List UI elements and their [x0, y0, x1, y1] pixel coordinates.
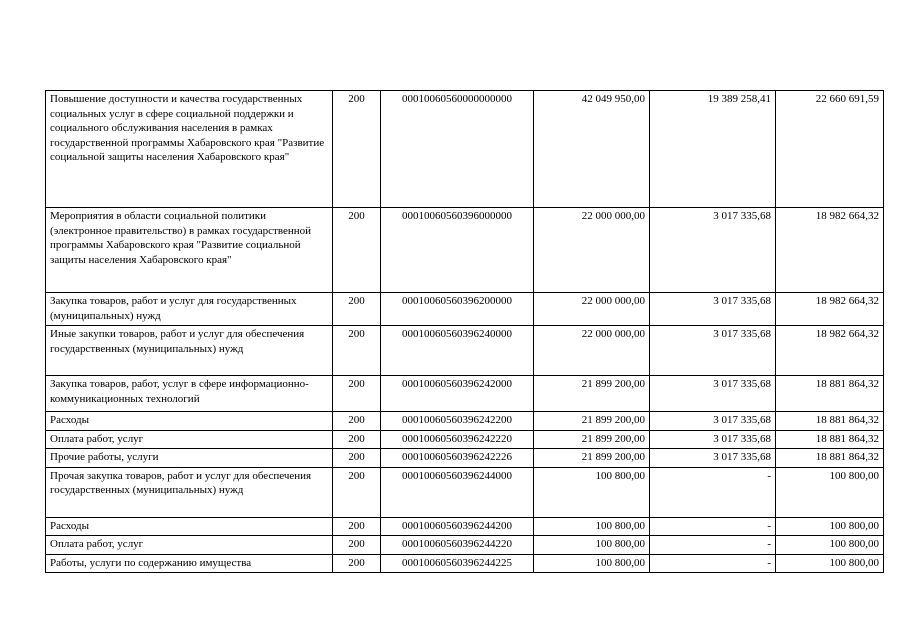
unexecuted-amount-cell: 100 800,00	[776, 536, 884, 555]
line-code-cell: 200	[333, 430, 381, 449]
executed-amount-cell: 3 017 335,68	[650, 412, 776, 431]
table-row	[46, 208, 884, 293]
classification-code-cell: 00010060560396242226	[381, 449, 534, 468]
executed-amount-cell: 3 017 335,68	[650, 326, 776, 376]
approved-amount-cell: 100 800,00	[534, 536, 650, 555]
executed-amount-cell: 3 017 335,68	[650, 449, 776, 468]
approved-amount-cell: 100 800,00	[534, 517, 650, 536]
table-row	[46, 412, 884, 431]
unexecuted-amount-cell: 18 881 864,32	[776, 412, 884, 431]
budget-table	[45, 90, 884, 573]
unexecuted-amount-cell: 18 881 864,32	[776, 430, 884, 449]
expense-name-cell: Расходы	[46, 517, 333, 536]
table-row	[46, 467, 884, 517]
table-row	[46, 376, 884, 412]
table-row	[46, 554, 884, 573]
approved-amount-cell: 21 899 200,00	[534, 449, 650, 468]
expense-name-cell: Закупка товаров, работ, услуг в сфере информационно-коммуникационных технологий	[46, 376, 333, 412]
line-code-cell: 200	[333, 467, 381, 517]
line-code-cell: 200	[333, 376, 381, 412]
classification-code-cell: 00010060560396200000	[381, 293, 534, 326]
line-code-cell: 200	[333, 554, 381, 573]
budget-table-body	[46, 91, 884, 573]
unexecuted-amount-cell: 18 982 664,32	[776, 326, 884, 376]
executed-amount-cell: -	[650, 467, 776, 517]
line-code-cell: 200	[333, 326, 381, 376]
unexecuted-amount-cell: 100 800,00	[776, 467, 884, 517]
executed-amount-cell: 3 017 335,68	[650, 208, 776, 293]
line-code-cell: 200	[333, 517, 381, 536]
expense-name-cell: Прочая закупка товаров, работ и услуг для обеспечения государственных (муниципальных) нужд	[46, 467, 333, 517]
unexecuted-amount-cell: 22 660 691,59	[776, 91, 884, 208]
expense-name-cell: Расходы	[46, 412, 333, 431]
classification-code-cell: 00010060560396244220	[381, 536, 534, 555]
expense-name-cell: Прочие работы, услуги	[46, 449, 333, 468]
expense-name-cell: Работы, услуги по содержанию имущества	[46, 554, 333, 573]
approved-amount-cell: 100 800,00	[534, 467, 650, 517]
table-row	[46, 326, 884, 376]
unexecuted-amount-cell: 18 982 664,32	[776, 208, 884, 293]
unexecuted-amount-cell: 18 881 864,32	[776, 449, 884, 468]
executed-amount-cell: 3 017 335,68	[650, 430, 776, 449]
table-row	[46, 293, 884, 326]
line-code-cell: 200	[333, 91, 381, 208]
executed-amount-cell: 3 017 335,68	[650, 293, 776, 326]
classification-code-cell: 00010060560396244200	[381, 517, 534, 536]
line-code-cell: 200	[333, 412, 381, 431]
table-row	[46, 91, 884, 208]
unexecuted-amount-cell: 100 800,00	[776, 554, 884, 573]
unexecuted-amount-cell: 18 982 664,32	[776, 293, 884, 326]
unexecuted-amount-cell: 18 881 864,32	[776, 376, 884, 412]
table-row	[46, 430, 884, 449]
expense-name-cell: Повышение доступности и качества государственных социальных услуг в сфере социальной поддержки и социального обслуживания населения в рамках государственной программы Хабаровского края "Развитие социальной защиты населения Хабаровского края"	[46, 91, 333, 208]
table-row	[46, 517, 884, 536]
line-code-cell: 200	[333, 293, 381, 326]
classification-code-cell: 00010060560396244225	[381, 554, 534, 573]
executed-amount-cell: -	[650, 554, 776, 573]
table-row	[46, 449, 884, 468]
executed-amount-cell: -	[650, 517, 776, 536]
expense-name-cell: Мероприятия в области социальной политики (электронное правительство) в рамках государственной программы Хабаровского края "Развитие социальной защиты населения Хабаровского края"	[46, 208, 333, 293]
classification-code-cell: 00010060560396242220	[381, 430, 534, 449]
approved-amount-cell: 21 899 200,00	[534, 412, 650, 431]
classification-code-cell: 00010060560396000000	[381, 208, 534, 293]
unexecuted-amount-cell: 100 800,00	[776, 517, 884, 536]
expense-name-cell: Закупка товаров, работ и услуг для государственных (муниципальных) нужд	[46, 293, 333, 326]
approved-amount-cell: 21 899 200,00	[534, 430, 650, 449]
executed-amount-cell: 3 017 335,68	[650, 376, 776, 412]
classification-code-cell: 00010060560396244000	[381, 467, 534, 517]
expense-name-cell: Оплата работ, услуг	[46, 536, 333, 555]
expense-name-cell: Иные закупки товаров, работ и услуг для обеспечения государственных (муниципальных) нужд	[46, 326, 333, 376]
executed-amount-cell: -	[650, 536, 776, 555]
classification-code-cell: 00010060560000000000	[381, 91, 534, 208]
approved-amount-cell: 22 000 000,00	[534, 326, 650, 376]
approved-amount-cell: 22 000 000,00	[534, 208, 650, 293]
classification-code-cell: 00010060560396240000	[381, 326, 534, 376]
executed-amount-cell: 19 389 258,41	[650, 91, 776, 208]
table-row	[46, 536, 884, 555]
approved-amount-cell: 21 899 200,00	[534, 376, 650, 412]
approved-amount-cell: 22 000 000,00	[534, 293, 650, 326]
line-code-cell: 200	[333, 449, 381, 468]
approved-amount-cell: 42 049 950,00	[534, 91, 650, 208]
expense-name-cell: Оплата работ, услуг	[46, 430, 333, 449]
approved-amount-cell: 100 800,00	[534, 554, 650, 573]
classification-code-cell: 00010060560396242200	[381, 412, 534, 431]
classification-code-cell: 00010060560396242000	[381, 376, 534, 412]
line-code-cell: 200	[333, 536, 381, 555]
line-code-cell: 200	[333, 208, 381, 293]
